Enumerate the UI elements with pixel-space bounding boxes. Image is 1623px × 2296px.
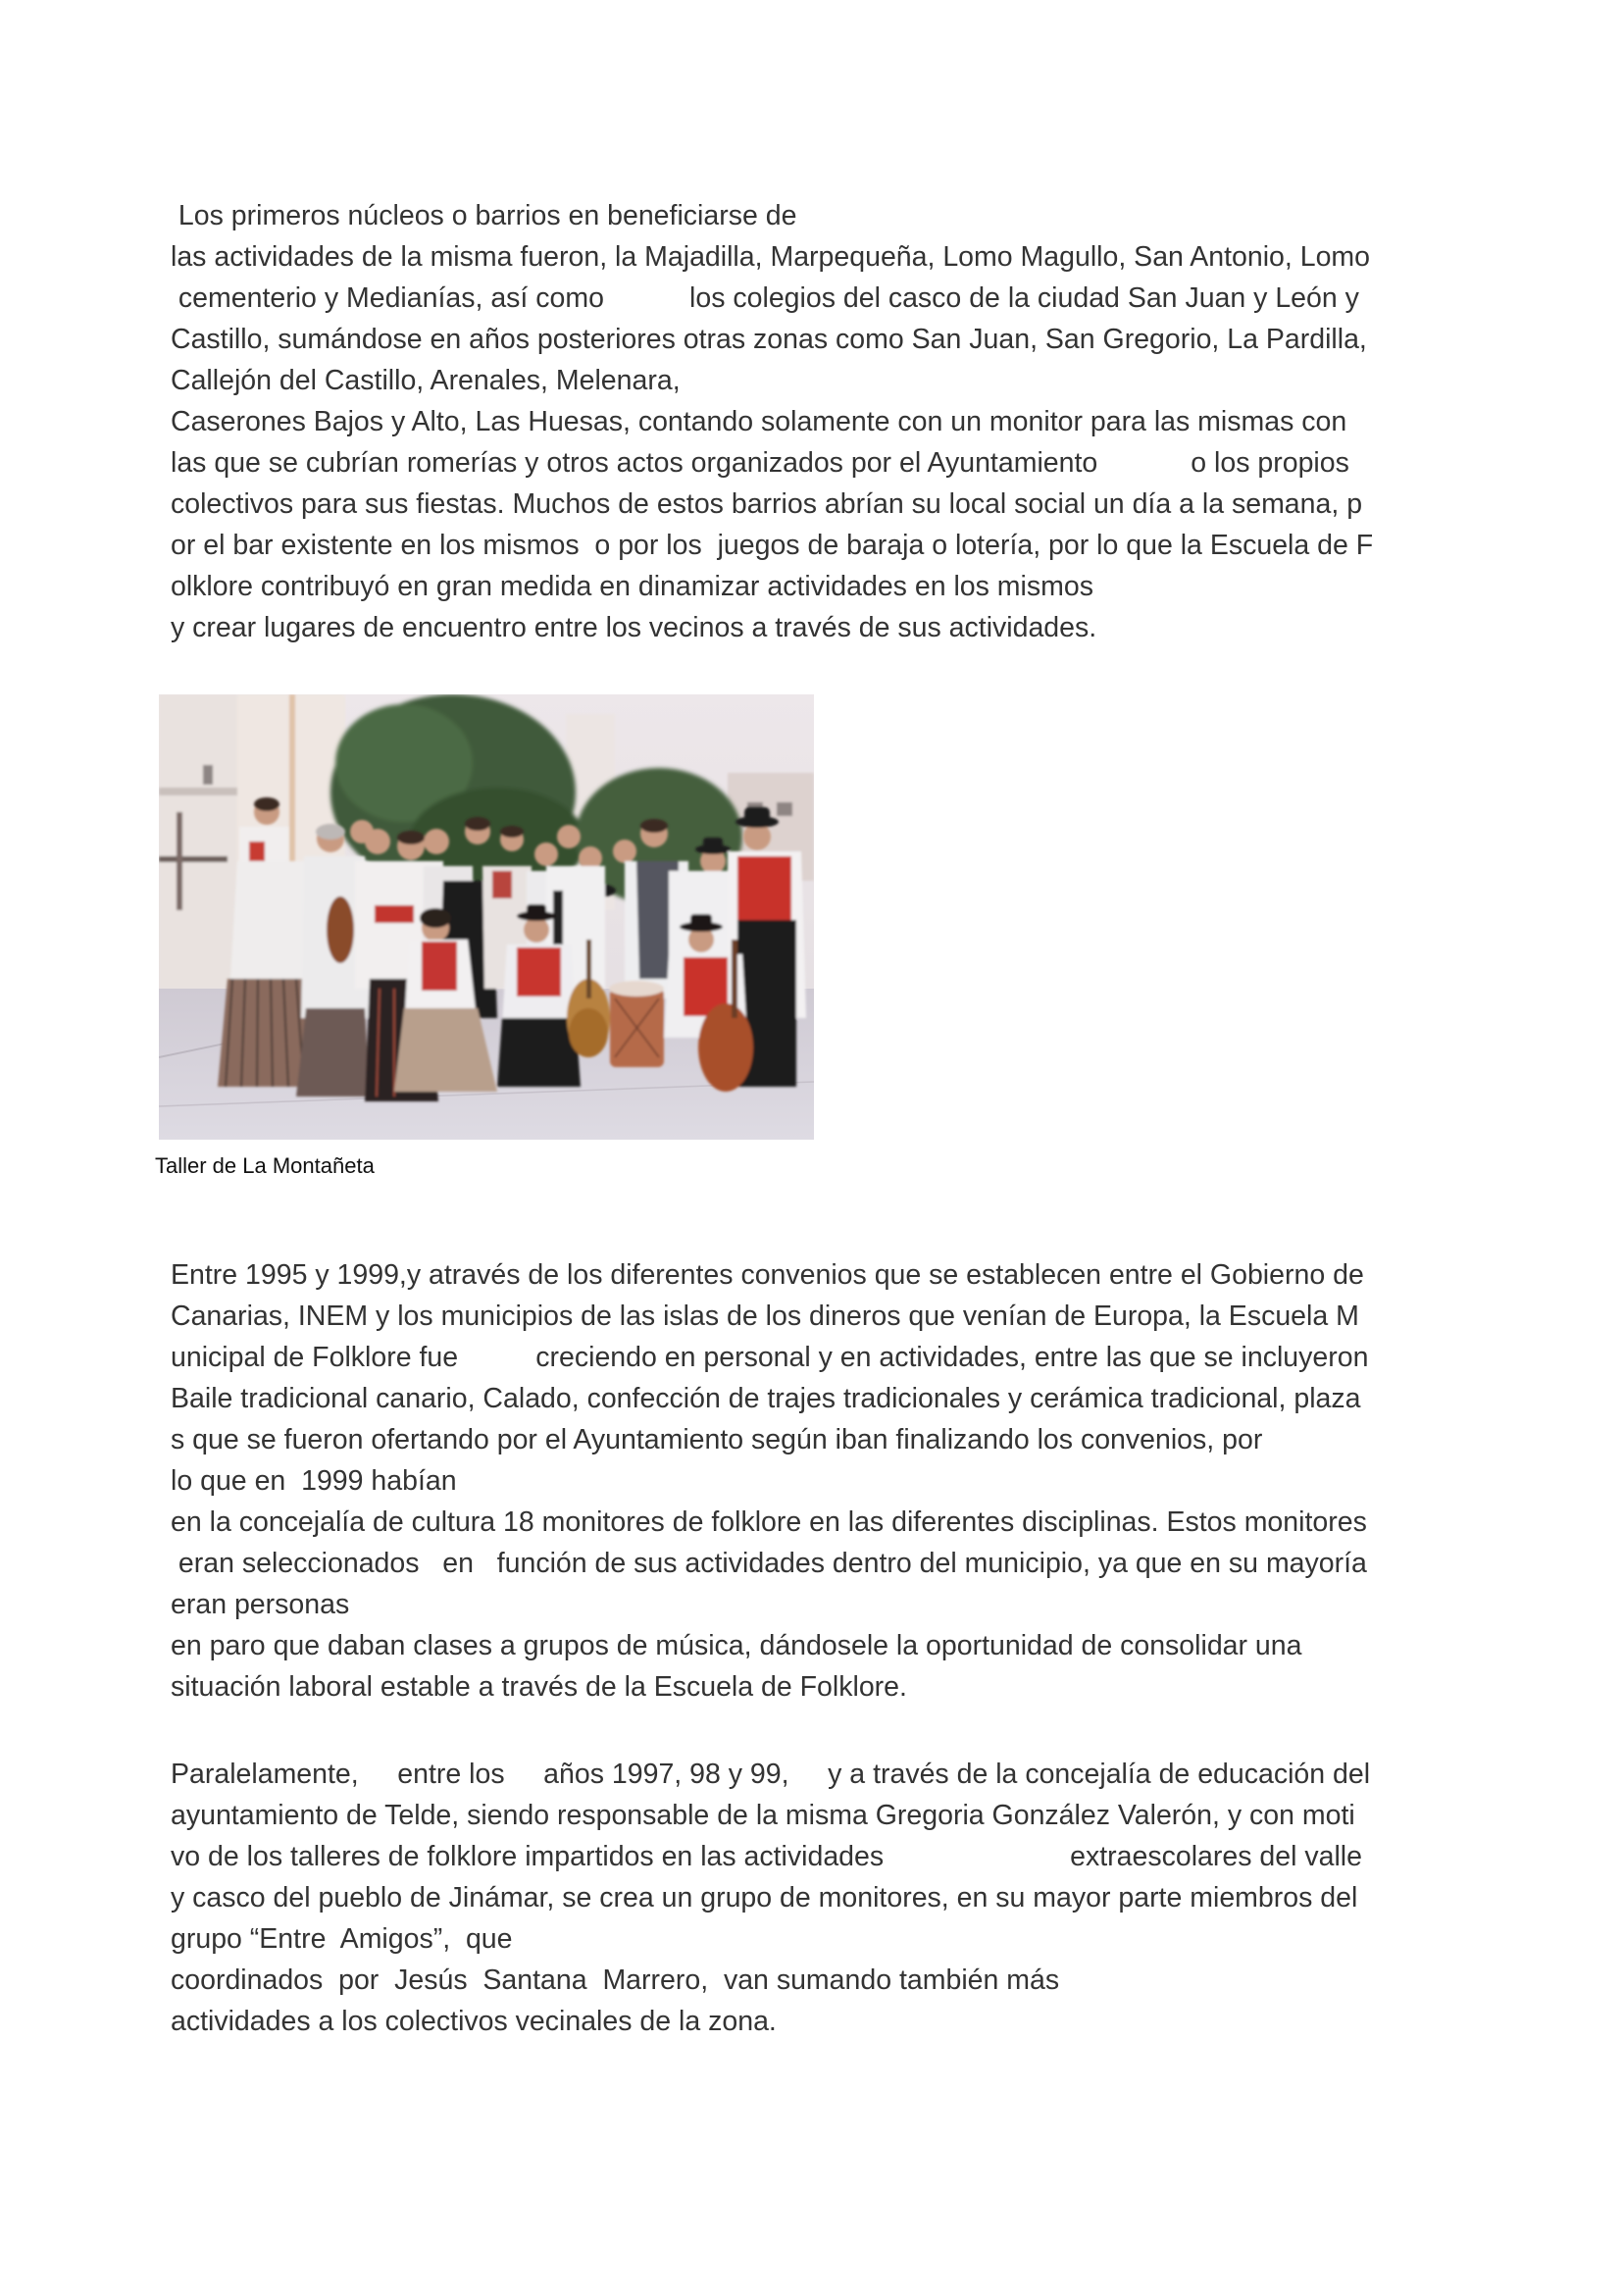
text-line: en la concejalía de cultura 18 monitores de folklore en las diferentes disciplinas. Estos monitores bbox=[171, 1506, 1367, 1538]
text-line: en paro que daban clases a grupos de música, dándosele la oportunidad de consolidar una bbox=[171, 1630, 1302, 1661]
text-line: Castillo, sumándose en años posteriores otras zonas como San Juan, San Gregorio, La Pardilla, bbox=[171, 324, 1367, 355]
text-line: Entre 1995 y 1999,y através de los diferentes convenios que se establecen entre el Gobierno de bbox=[171, 1259, 1364, 1291]
text-line: y casco del pueblo de Jinámar, se crea un grupo de monitores, en su mayor parte miembros del bbox=[171, 1882, 1358, 1913]
text-line: olklore contribuyó en gran medida en dinamizar actividades en los mismos bbox=[171, 571, 1093, 602]
text-line: ayuntamiento de Telde, siendo responsable de la misma Gregoria González Valerón, y con moti bbox=[171, 1800, 1355, 1831]
text-line: situación laboral estable a través de la Escuela de Folklore. bbox=[171, 1671, 907, 1703]
text-line: grupo “Entre Amigos”, que bbox=[171, 1923, 513, 1955]
text-line: las actividades de la misma fueron, la Majadilla, Marpequeña, Lomo Magullo, San Antonio, Lomo bbox=[171, 241, 1371, 273]
text-line: or el bar existente en los mismos o por los juegos de baraja o lotería, por lo que la Escuela de F bbox=[171, 530, 1374, 561]
text-line: Callejón del Castillo, Arenales, Melenara, bbox=[171, 365, 681, 396]
text-line: eran personas bbox=[171, 1589, 350, 1620]
text-line: Caserones Bajos y Alto, Las Huesas, contando solamente con un monitor para las mismas con bbox=[171, 406, 1347, 437]
text-line: colectivos para sus fiestas. Muchos de estos barrios abrían su local social un día a la semana, p bbox=[171, 488, 1363, 520]
text-line: Paralelamente, entre los años 1997, 98 y 99, y a través de la concejalía de educación del bbox=[171, 1759, 1371, 1790]
text-line: actividades a los colectivos vecinales de la zona. bbox=[171, 2006, 777, 2037]
text-line: vo de los talleres de folklore impartidos en las actividades extraescolares del valle bbox=[171, 1841, 1362, 1872]
text-line: s que se fueron ofertando por el Ayuntamiento según iban finalizando los convenios, por bbox=[171, 1424, 1263, 1455]
text-line: eran seleccionados en función de sus actividades dentro del municipio, ya que en su mayoría bbox=[171, 1548, 1367, 1579]
text-line: unicipal de Folklore fue creciendo en personal y en actividades, entre las que se incluyeron bbox=[171, 1342, 1369, 1373]
text-line: cementerio y Medianías, así como los colegios del casco de la ciudad San Juan y León y bbox=[171, 282, 1359, 314]
group-photo-illustration bbox=[159, 694, 814, 1140]
text-line: lo que en 1999 habían bbox=[171, 1465, 457, 1497]
text-line: y crear lugares de encuentro entre los vecinos a través de sus actividades. bbox=[171, 612, 1097, 643]
text-line: coordinados por Jesús Santana Marrero, van sumando también más bbox=[171, 1964, 1060, 1996]
text-line: Los primeros núcleos o barrios en beneficiarse de bbox=[171, 200, 797, 231]
group-photo bbox=[159, 694, 814, 1140]
text-line: Canarias, INEM y los municipios de las islas de los dineros que venían de Europa, la Escuela M bbox=[171, 1301, 1359, 1332]
text-line: las que se cubrían romerías y otros actos organizados por el Ayuntamiento o los propios bbox=[171, 447, 1349, 479]
text-line: Baile tradicional canario, Calado, confección de trajes tradicionales y cerámica tradicional, plaza bbox=[171, 1383, 1361, 1414]
photo-caption: Taller de La Montañeta bbox=[155, 1153, 375, 1178]
